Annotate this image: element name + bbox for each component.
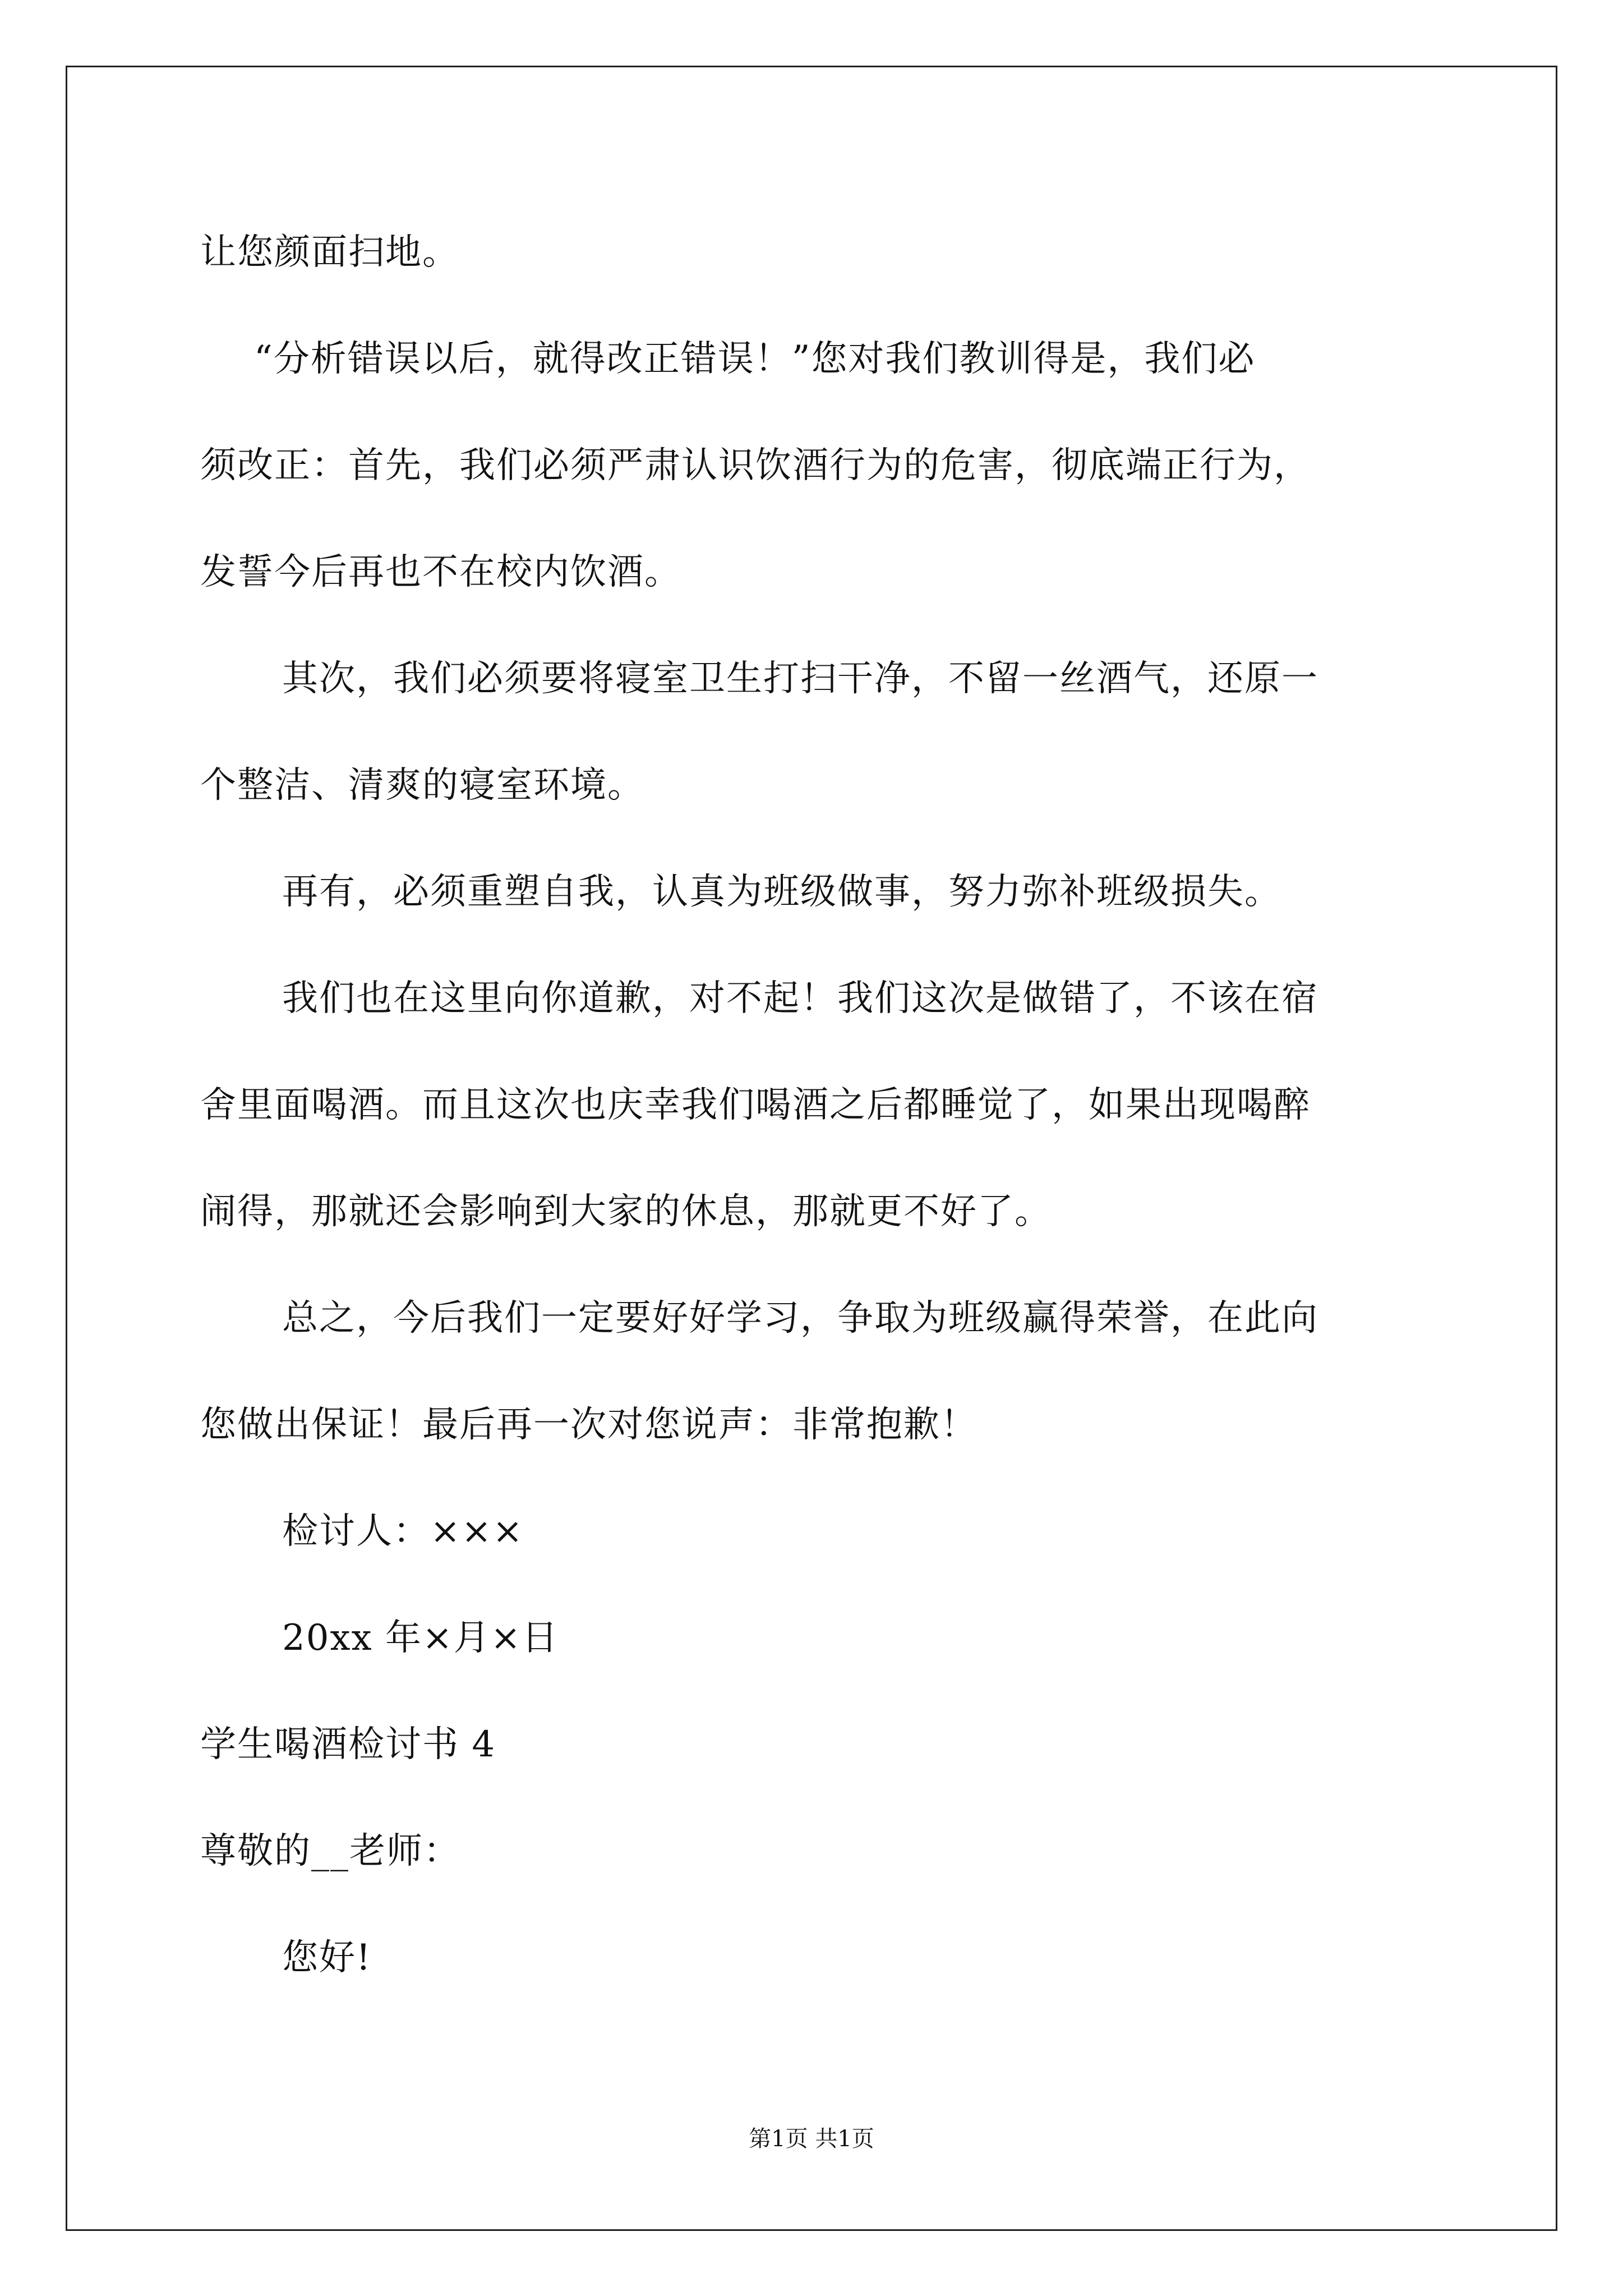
text-line: 须改正：首先，我们必须严肃认识饮酒行为的危害，彻底端正行为， bbox=[200, 445, 1311, 486]
section-title: 学生喝酒检讨书 4 bbox=[200, 1724, 496, 1765]
text-line: 总之，今后我们一定要好好学习，争取为班级赢得荣誉，在此向 bbox=[282, 1297, 1318, 1339]
page-border bbox=[66, 66, 1557, 2231]
salutation: 尊敬的__老师： bbox=[200, 1830, 460, 1872]
text-line: 发誓今后再也不在校内饮酒。 bbox=[200, 551, 681, 593]
page-footer: 第1页 共1页 bbox=[749, 2126, 874, 2152]
greeting: 您好! bbox=[282, 1937, 372, 1978]
text-line: 再有，必须重塑自我，认真为班级做事，努力弥补班级损失。 bbox=[282, 871, 1281, 913]
date-line: 20xx 年×月×日 bbox=[282, 1617, 559, 1659]
text-line: 让您颜面扫地。 bbox=[200, 232, 459, 273]
text-line: 舍里面喝酒。而且这次也庆幸我们喝酒之后都睡觉了，如果出现喝醉 bbox=[200, 1084, 1311, 1126]
text-line: 我们也在这里向你道歉，对不起！我们这次是做错了，不该在宿 bbox=[282, 978, 1318, 1019]
text-line: 您做出保证！最后再一次对您说声：非常抱歉！ bbox=[200, 1404, 978, 1446]
text-line: 其次，我们必须要将寝室卫生打扫干净，不留一丝酒气，还原一 bbox=[282, 658, 1318, 700]
text-line: “分析错误以后，就得改正错误！”您对我们教训得是，我们必 bbox=[254, 338, 1256, 380]
text-line: 个整洁、清爽的寝室环境。 bbox=[200, 765, 644, 806]
text-line: 闹得，那就还会影响到大家的休息，那就更不好了。 bbox=[200, 1191, 1052, 1232]
signature-line: 检讨人：××× bbox=[282, 1511, 524, 1552]
